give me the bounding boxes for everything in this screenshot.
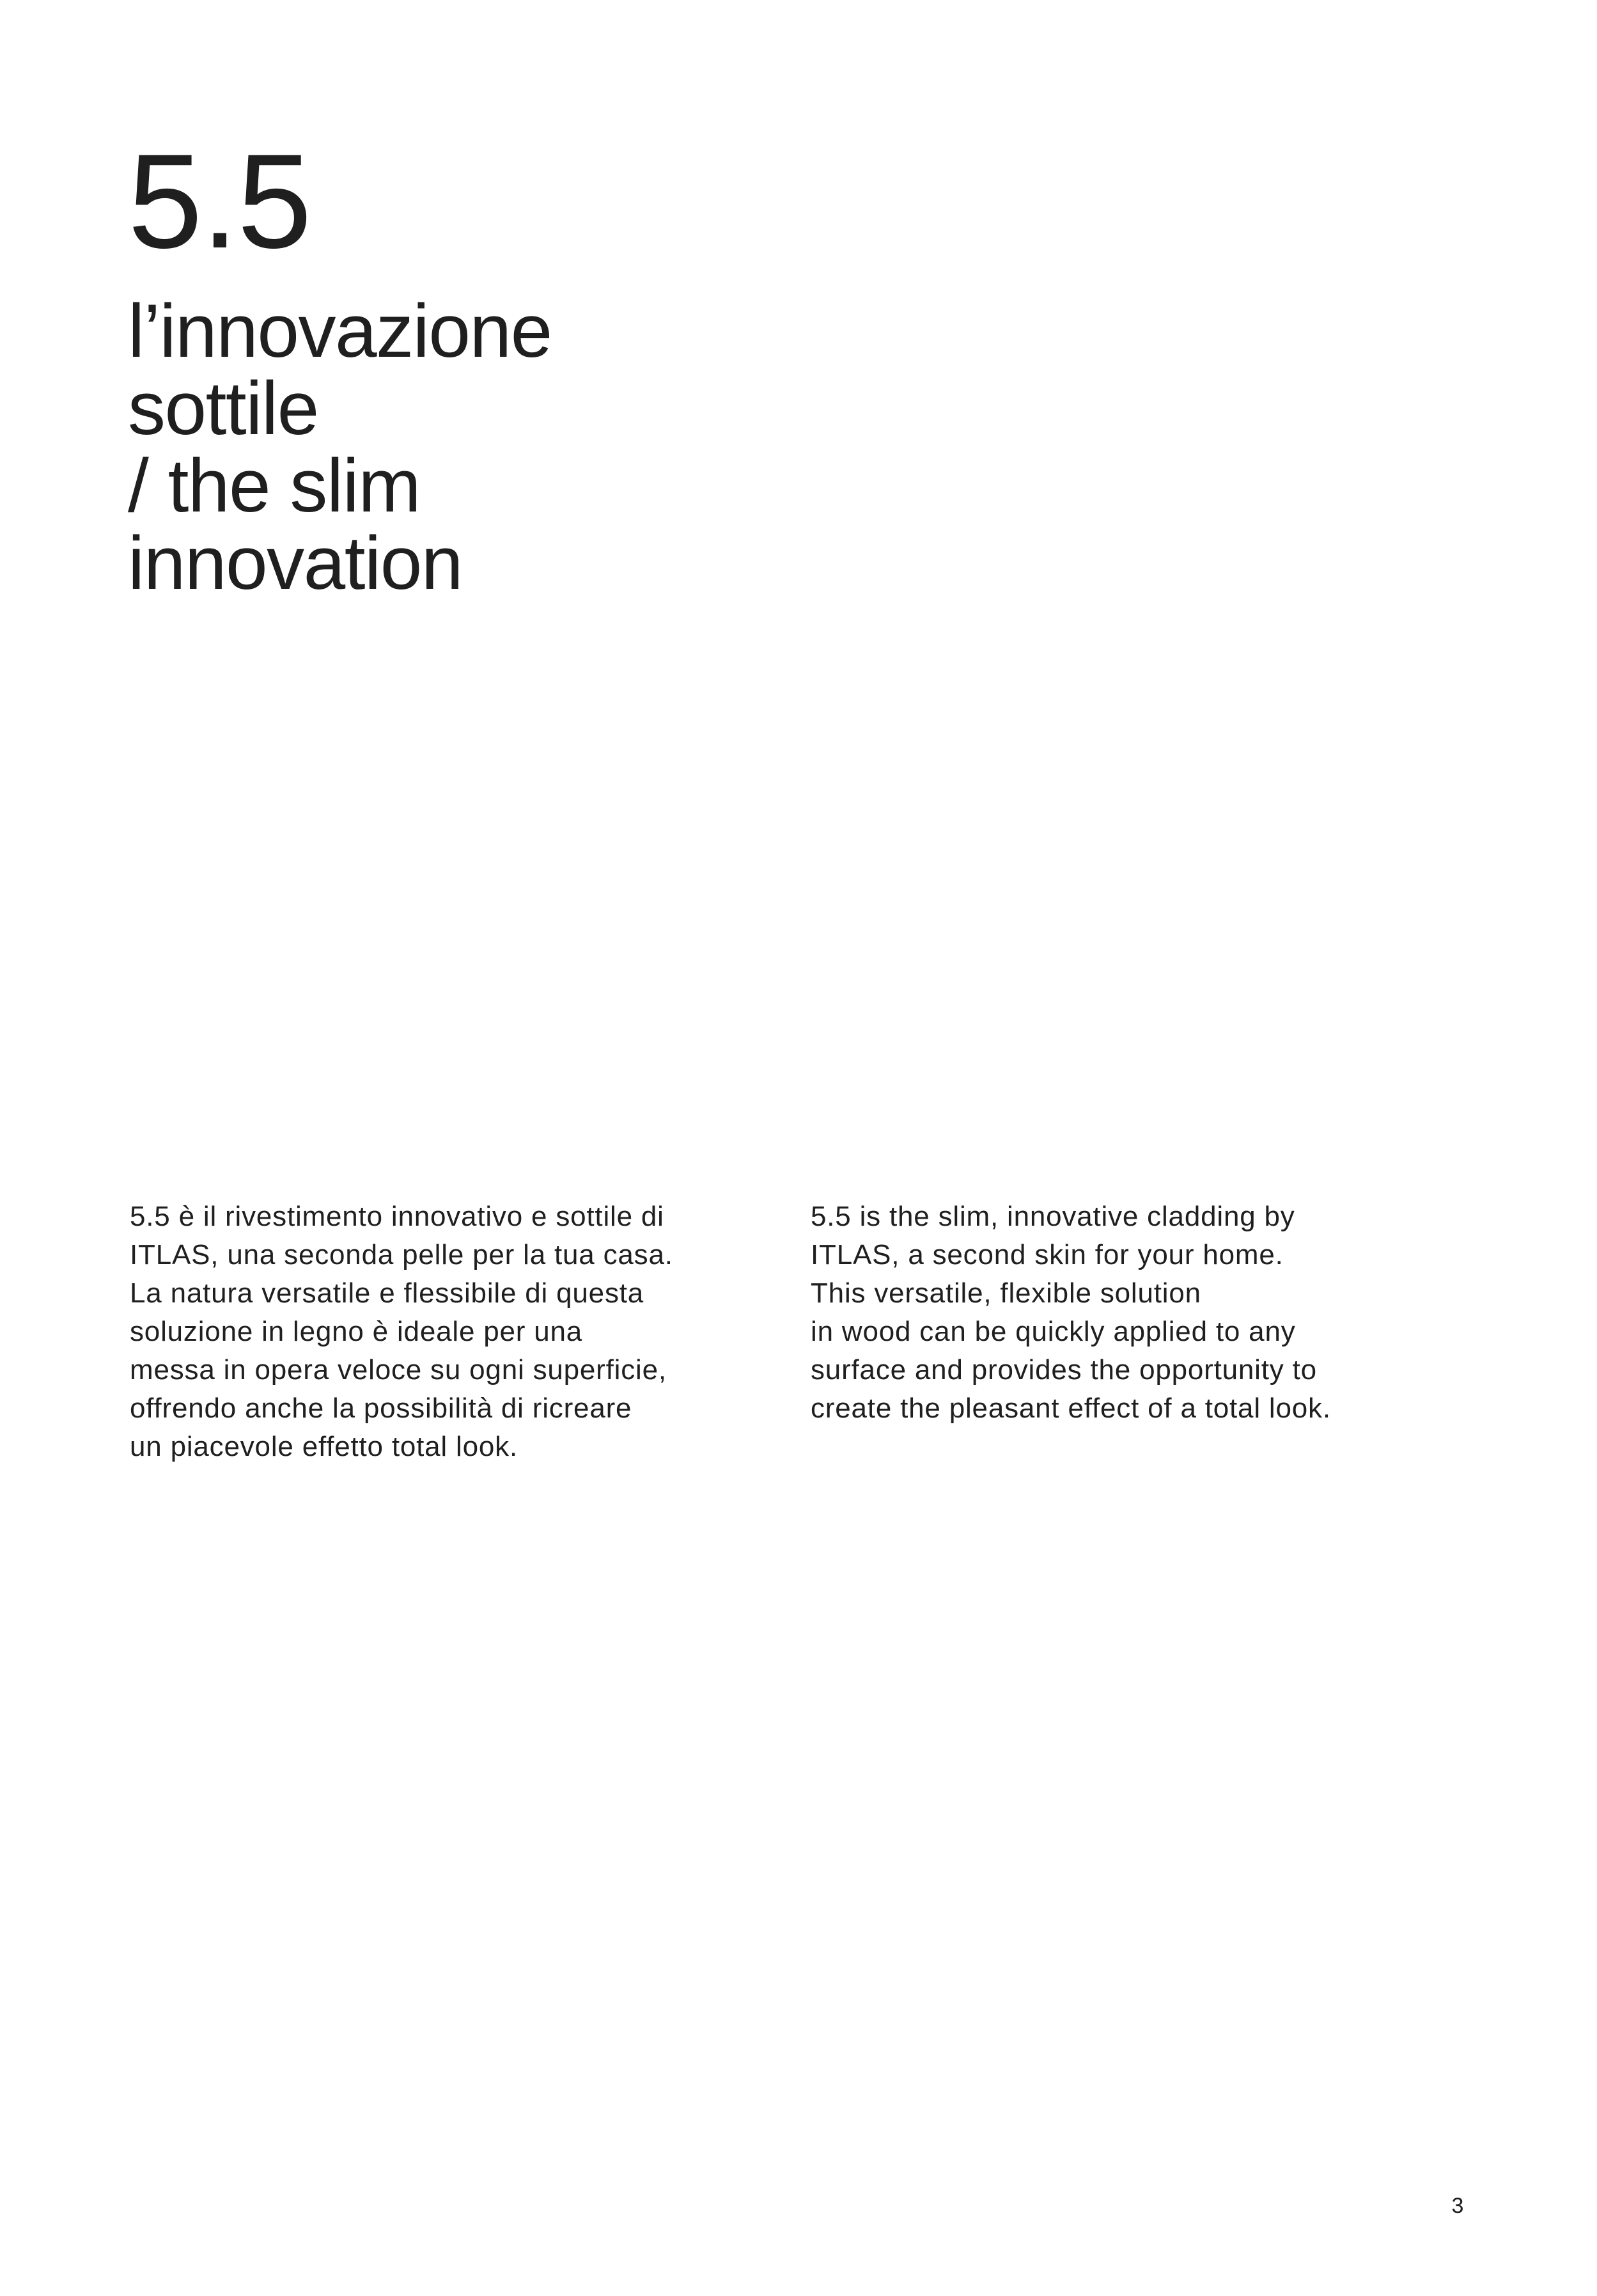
english-description-line: This versatile, flexible solution <box>811 1277 1201 1309</box>
italian-description-line: La natura versatile e flessibile di questa <box>130 1277 644 1309</box>
headline-line: l’innovazione <box>128 289 552 373</box>
english-description-line: create the pleasant effect of a total look. <box>811 1393 1331 1424</box>
italian-description-line: un piacevole effetto total look. <box>130 1431 518 1462</box>
english-description <box>811 1198 1424 1428</box>
italian-description <box>130 1198 744 1466</box>
headline-line: / the slim <box>128 444 421 528</box>
product-number-title: 5.5 <box>128 126 311 276</box>
italian-description-line: soluzione in legno è ideale per una <box>130 1316 583 1347</box>
italian-description-line: 5.5 è il rivestimento innovativo e sottile di <box>130 1201 664 1232</box>
english-description-line: surface and provides the opportunity to <box>811 1354 1317 1386</box>
italian-description-line: messa in opera veloce su ogni superficie, <box>130 1354 667 1386</box>
english-description-line: in wood can be quickly applied to any <box>811 1316 1296 1347</box>
page-number: 3 <box>1451 2194 1464 2218</box>
headline-line: sottile <box>128 366 318 451</box>
english-description-line: 5.5 is the slim, innovative cladding by <box>811 1201 1295 1232</box>
headline-line: innovation <box>128 521 462 605</box>
italian-description-line: ITLAS, una seconda pelle per la tua casa. <box>130 1239 673 1270</box>
italian-description-line: offrendo anche la possibilità di ricreare <box>130 1393 632 1424</box>
english-description-line: ITLAS, a second skin for your home. <box>811 1239 1284 1270</box>
headline <box>128 289 552 605</box>
